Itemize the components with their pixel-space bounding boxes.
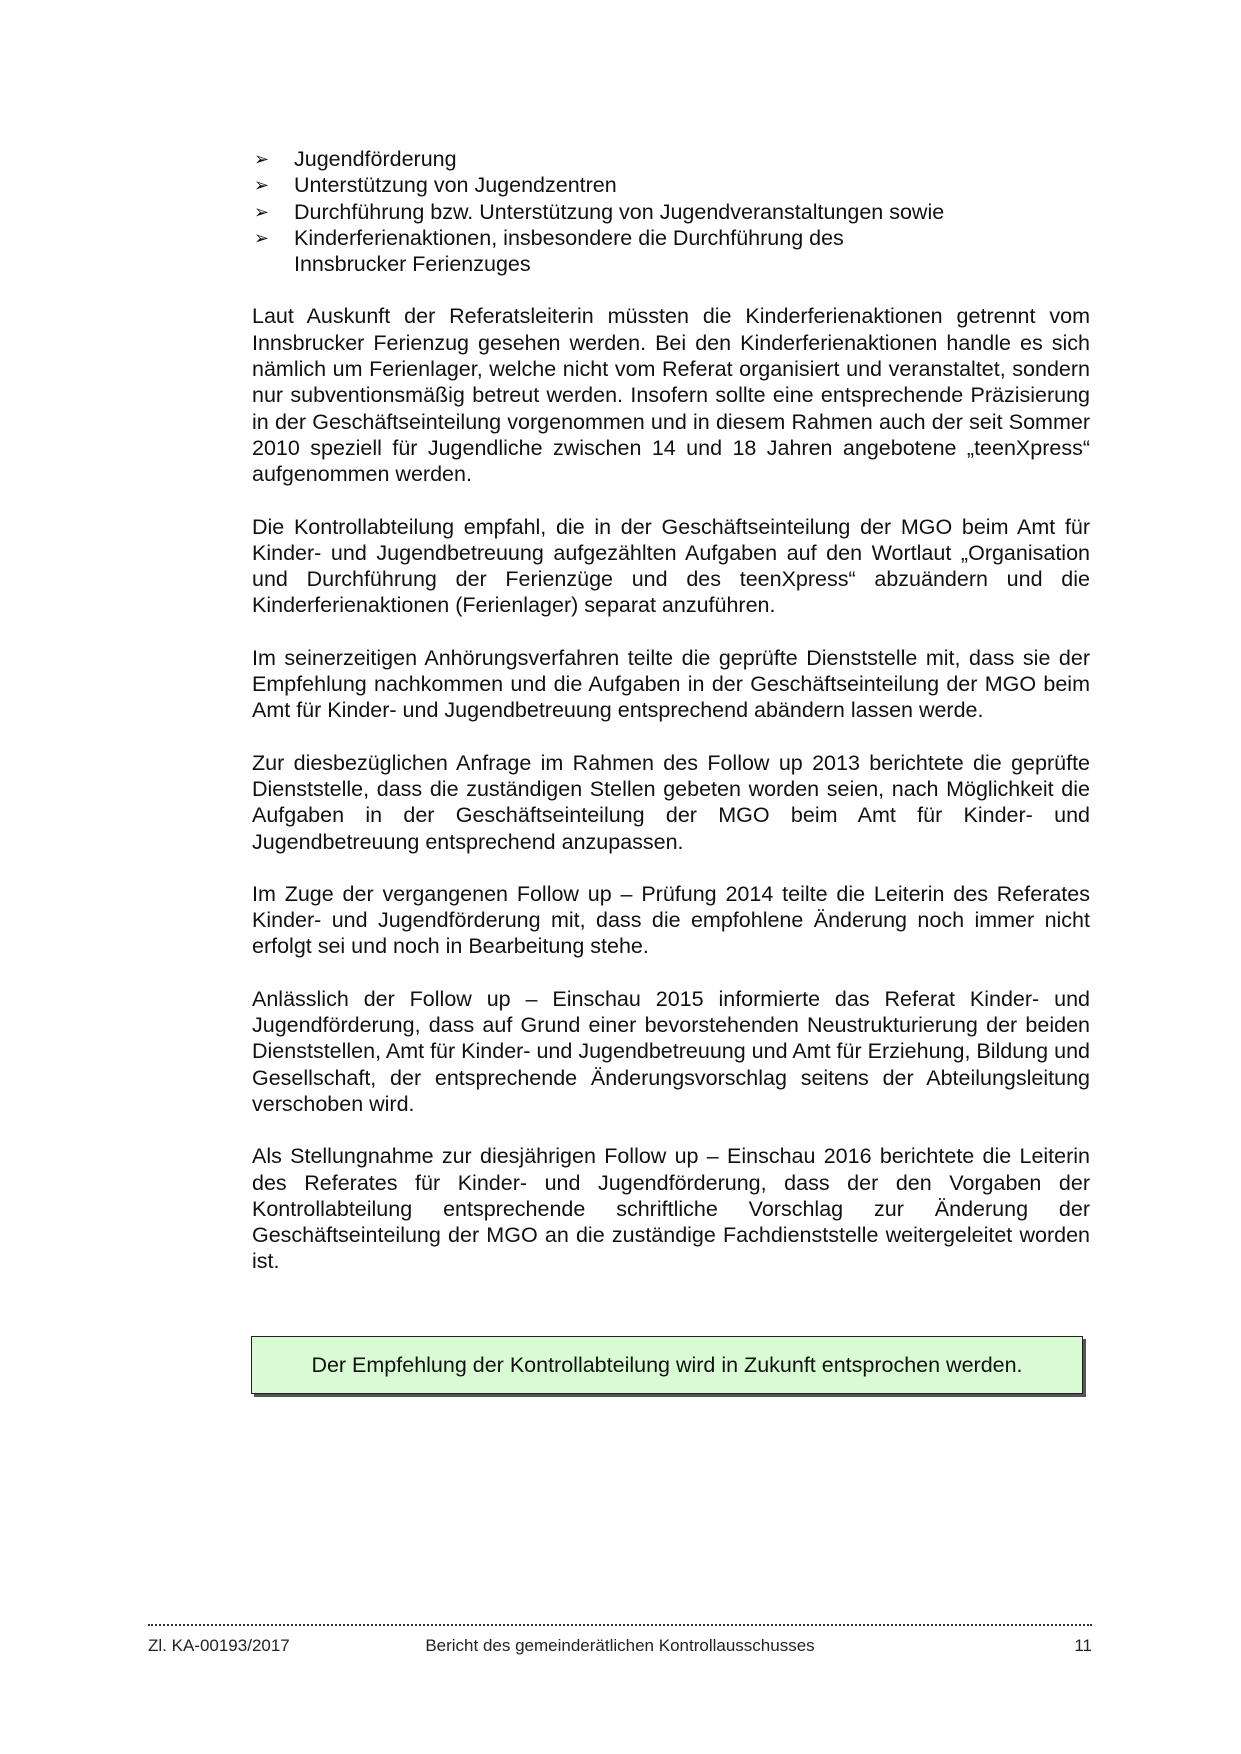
page-footer xyxy=(148,1636,1092,1660)
list-item xyxy=(252,146,1090,172)
list-item xyxy=(252,199,1090,225)
paragraph-anhoerungsverfahren: Im seinerzeitigen Anhörungsverfahren teilte die geprüfte Dienststelle mit, dass sie der Empfehlung nachkommen und die Aufgaben in der Geschäftseinteilung der MGO beim Amt für Kinder- und Jugendbetreuung entsprechend abändern lassen werde. xyxy=(252,645,1090,723)
conclusion-box xyxy=(251,1336,1083,1394)
paragraph-referatsleiterin: Laut Auskunft der Referatsleiterin müssten die Kinderferienaktionen getrennt vom Innsbrucker Ferienzug gesehen werden. Bei den Kinderferienaktionen handle es sich nämlich um Ferienlager, welche nicht vom Referat organisiert und veranstaltet, sondern nur subventionsmäßig betreut werden. Insofern sollte eine entsprechende Präzisierung in der Geschäftseinteilung vorgenommen und in diesem Rahmen auch der seit Sommer 2010 speziell für Jugendliche zwischen 14 und 18 Jahren angebotene „teenXpress“ aufgenommen werden. xyxy=(252,304,1090,487)
paragraph-follow-up-2016: Als Stellungnahme zur diesjährigen Follow up – Einschau 2016 berichtete die Leiterin des Referates für Kinder- und Jugendförderung, dass der den Vorgaben der Kontrollabteilung entsprechende schriftliche Vorschlag zur Änderung der Geschäftseinteilung der MGO an die zuständige Fachdienststelle weitergeleitet worden ist. xyxy=(252,1144,1090,1274)
arrow-bullet-icon: ➢ xyxy=(254,149,270,169)
paragraph-follow-up-2014: Im Zuge der vergangenen Follow up – Prüfung 2014 teilte die Leiterin des Referates Kinder- und Jugendförderung mit, dass die empfohlene Änderung noch immer nicht erfolgt sei und noch in Bearbeitung stehe. xyxy=(252,881,1090,959)
conclusion-text: Der Empfehlung der Kontrollabteilung wird in Zukunft entsprochen werden. xyxy=(311,1352,1023,1377)
page-number: 11 xyxy=(1074,1636,1092,1655)
report-title: Bericht des gemeinderätlichen Kontrollausschusses xyxy=(425,1636,815,1655)
document-reference: Zl. KA-00193/2017 xyxy=(148,1636,290,1655)
footer-divider xyxy=(148,1624,1092,1626)
task-list xyxy=(252,146,1090,277)
list-item-text: Kinderferienaktionen, insbesondere die Durchführung des Innsbrucker Ferienzuges xyxy=(294,225,844,277)
paragraph-empfehlung: Die Kontrollabteilung empfahl, die in der Geschäftseinteilung der MGO beim Amt für Kinder- und Jugendbetreuung aufgezählten Aufgaben auf den Wortlaut „Organisation und Durchführung der Ferienzüge und des teenXpress“ abzuändern und die Kinderferienaktionen (Ferienlager) separat anzuführen. xyxy=(252,514,1090,618)
document-body xyxy=(252,146,1090,1301)
list-item-text: Jugendförderung xyxy=(294,147,457,171)
list-item xyxy=(252,172,1090,198)
arrow-bullet-icon: ➢ xyxy=(254,201,270,222)
arrow-bullet-icon: ➢ xyxy=(254,175,270,196)
paragraph-follow-up-2015: Anlässlich der Follow up – Einschau 2015 informierte das Referat Kinder- und Jugendförderung, dass auf Grund einer bevorstehenden Neustrukturierung der beiden Dienststellen, Amt für Kinder- und Jugendbetreuung und Amt für Erziehung, Bildung und Gesellschaft, der entsprechende Änderungsvorschlag seitens der Abteilungsleitung verschoben wird. xyxy=(252,986,1090,1116)
paragraph-follow-up-2013: Zur diesbezüglichen Anfrage im Rahmen des Follow up 2013 berichtete die geprüfte Dienststelle, dass die zuständigen Stellen gebeten worden seien, nach Möglichkeit die Aufgaben in der Geschäftseinteilung der MGO beim Amt für Kinder- und Jugendbetreuung entsprechend anzupassen. xyxy=(252,750,1090,854)
list-item-text: Unterstützung von Jugendzentren xyxy=(294,173,617,198)
list-item-text: Durchführung bzw. Unterstützung von Jugendveranstaltungen sowie xyxy=(294,199,945,224)
list-item xyxy=(252,225,854,278)
arrow-bullet-icon: ➢ xyxy=(254,227,270,248)
